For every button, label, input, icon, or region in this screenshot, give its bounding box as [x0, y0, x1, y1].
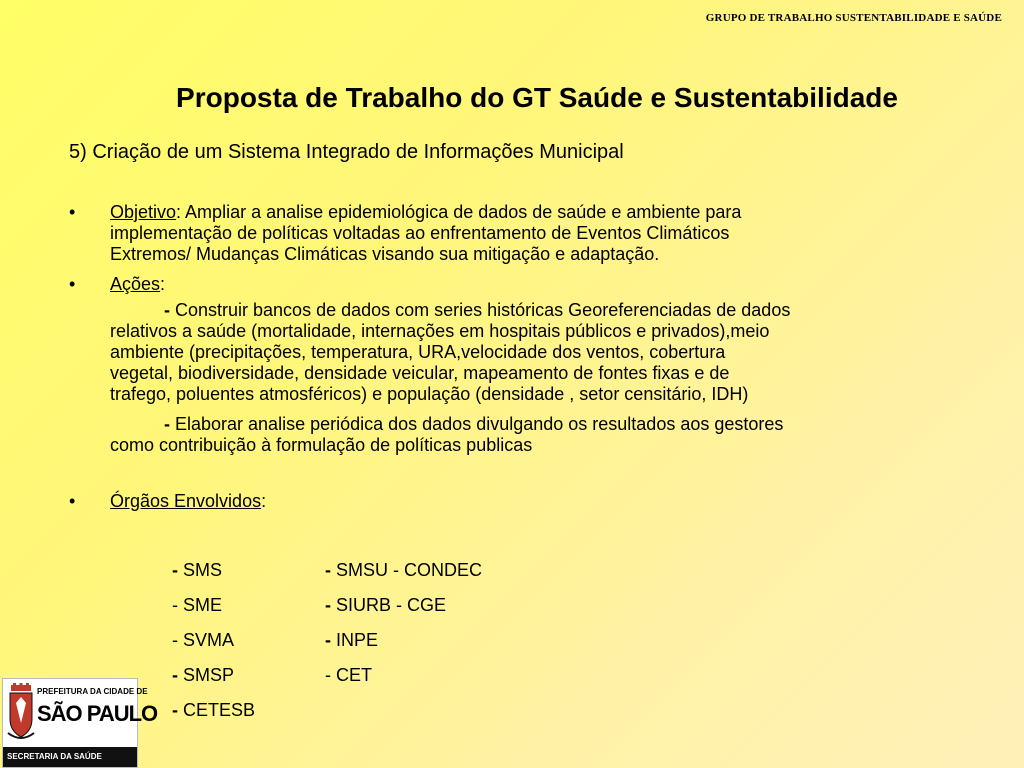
- acoes-item-2: [110, 414, 970, 456]
- logo-line-sao-paulo: SÃO PAULO: [37, 701, 158, 726]
- org-name: SMSU - CONDEC: [331, 560, 483, 580]
- acoes-item-1: [110, 300, 970, 405]
- acoes-bullet: [69, 274, 969, 295]
- bullet-marker: •: [69, 202, 76, 222]
- dash-marker: -: [325, 595, 331, 615]
- dash-marker: -: [325, 560, 331, 580]
- org-name: SMSP: [178, 665, 235, 685]
- objetivo-line-2: implementação de políticas voltadas ao enfrentamento de Eventos Climáticos: [110, 223, 730, 243]
- org-name: CETESB: [178, 700, 256, 720]
- org-smsp: [172, 665, 234, 686]
- acoes-item-2-line-1: Elaborar analise periódica dos dados divulgando os resultados aos gestores: [170, 414, 784, 434]
- bullet-marker: •: [69, 491, 76, 511]
- acoes-item-2-line-2: como contribuição à formulação de políticas publicas: [110, 435, 533, 455]
- acoes-item-1-line-1: Construir bancos de dados com series históricas Georeferenciadas de dados: [170, 300, 791, 320]
- org-name: INPE: [331, 630, 379, 650]
- org-name: SMS: [178, 560, 223, 580]
- org-svma: [172, 630, 234, 651]
- dash-marker: -: [172, 595, 178, 615]
- dash-marker: -: [172, 700, 178, 720]
- org-sms: [172, 560, 222, 581]
- dash-marker: -: [172, 560, 178, 580]
- org-siurb-cge: [325, 595, 446, 616]
- org-inpe: [325, 630, 378, 651]
- orgaos-bullet: [69, 491, 969, 512]
- objetivo-bullet: [69, 202, 969, 265]
- dash-marker: -: [172, 630, 178, 650]
- prefeitura-logo: [2, 678, 158, 768]
- org-name: CET: [331, 665, 373, 685]
- dash-marker: -: [164, 300, 170, 320]
- dash-marker: -: [325, 665, 331, 685]
- bullet-marker: •: [69, 274, 76, 294]
- city-crest-icon: [7, 683, 35, 745]
- org-name: SVMA: [178, 630, 235, 650]
- acoes-item-1-line-3: ambiente (precipitações, temperatura, URA,velocidade dos ventos, cobertura: [110, 342, 726, 362]
- slide-title: Proposta de Trabalho do GT Saúde e Sustentabilidade: [176, 82, 898, 113]
- acoes-colon: :: [160, 274, 166, 294]
- org-cet: [325, 665, 372, 686]
- org-cetesb: [172, 700, 255, 721]
- org-sme: [172, 595, 222, 616]
- objetivo-line-3: Extremos/ Mudanças Climáticas visando sua mitigação e adaptação.: [110, 244, 660, 264]
- orgaos-label: Órgãos Envolvidos: [110, 491, 262, 511]
- logo-line-secretaria: SECRETARIA DA SAÚDE: [3, 747, 137, 767]
- objetivo-label: Objetivo: [110, 202, 177, 222]
- objetivo-line-1: : Ampliar a analise epidemiológica de dados de saúde e ambiente para: [176, 202, 742, 222]
- dash-marker: -: [172, 665, 178, 685]
- org-smsu-condec: [325, 560, 482, 581]
- acoes-item-1-line-4: vegetal, biodiversidade, densidade veicular, mapeamento de fontes fixas e de: [110, 363, 730, 383]
- dash-marker: -: [325, 630, 331, 650]
- acoes-item-1-line-2: relativos a saúde (mortalidade, internações em hospitais públicos e privados),meio: [110, 321, 770, 341]
- org-name: SIURB - CGE: [331, 595, 447, 615]
- logo-line-prefeitura: PREFEITURA DA CIDADE DE: [37, 687, 148, 696]
- acoes-label: Ações: [110, 274, 161, 294]
- org-name: SME: [178, 595, 223, 615]
- header-group-tag: GRUPO DE TRABALHO SUSTENTABILIDADE E SAÚDE: [705, 12, 1002, 24]
- dash-marker: -: [164, 414, 170, 434]
- acoes-item-1-line-5: trafego, poluentes atmosféricos) e população (densidade , setor censitário, IDH): [110, 384, 749, 404]
- slide-subtitle: 5) Criação de um Sistema Integrado de Informações Municipal: [69, 141, 624, 163]
- orgaos-colon: :: [261, 491, 267, 511]
